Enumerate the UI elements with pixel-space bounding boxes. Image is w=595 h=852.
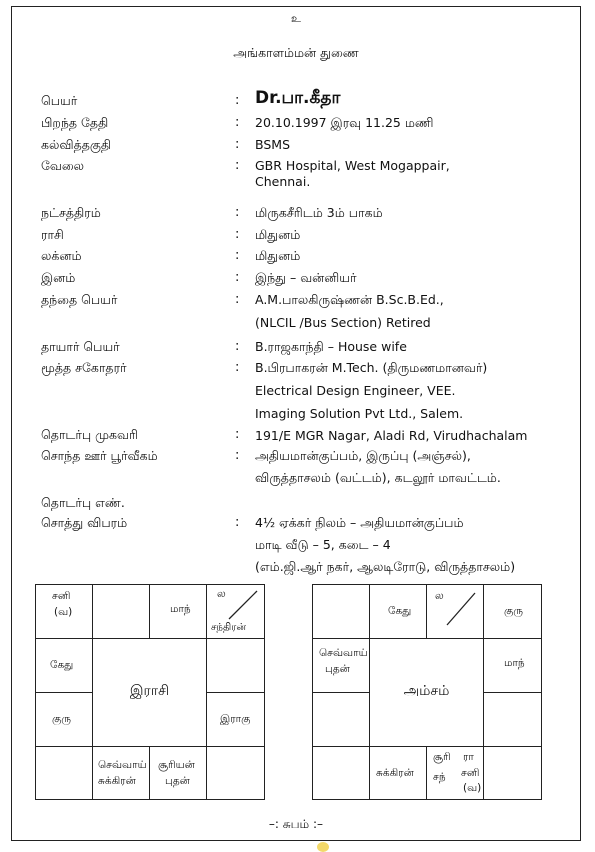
label-mother: தாயார் பெயர் <box>41 339 120 354</box>
rasi-cell <box>35 584 93 639</box>
label-rasi: ராசி <box>41 227 64 242</box>
colon: : <box>235 137 240 152</box>
label-education: கல்வித்தகுதி <box>41 137 112 152</box>
value-property-line2: மாடி வீடு – 5, கடை – 4 <box>255 537 391 552</box>
amsam-cell <box>312 746 370 800</box>
value-job-line2: Chennai. <box>255 174 311 189</box>
value-name: Dr.பா.கீதா <box>255 88 341 108</box>
planet-label: மாந் <box>170 603 191 615</box>
planet-label: குரு <box>52 713 72 725</box>
amsam-cell <box>483 692 542 747</box>
colon: : <box>235 339 240 354</box>
label-native: சொந்த ஊர் பூர்வீகம் <box>41 448 158 463</box>
rasi-cell <box>92 746 150 800</box>
colon: : <box>235 515 240 530</box>
rasi-title: இராசி <box>129 683 170 699</box>
header-symbol: உ <box>291 12 301 25</box>
planet-label: சூரியன் <box>158 759 195 771</box>
planet-label: புதன் <box>325 663 350 675</box>
value-lagnam: மிதுனம் <box>255 248 301 263</box>
colon: : <box>235 93 240 108</box>
colon: : <box>235 270 240 285</box>
lagna-mark: ல <box>435 590 444 602</box>
amsam-title: அம்சம் <box>403 683 450 699</box>
planet-label: சந் <box>433 771 446 783</box>
colon: : <box>235 115 240 130</box>
planet-label: கேது <box>50 659 74 671</box>
value-brother-line3: Imaging Solution Pvt Ltd., Salem. <box>255 406 464 421</box>
label-father: தந்தை பெயர் <box>41 292 118 307</box>
planet-label: செவ்வாய் <box>98 759 147 771</box>
amsam-cell <box>312 584 370 639</box>
rasi-cell <box>35 692 93 747</box>
colon: : <box>235 248 240 263</box>
value-father-line1: A.M.பாலகிருஷ்ணன் B.Sc.B.Ed., <box>255 292 444 307</box>
planet-label: செவ்வாய் <box>319 647 368 659</box>
planet-label: இராகு <box>220 713 251 725</box>
value-job-line1: GBR Hospital, West Mogappair, <box>255 158 450 173</box>
amsam-cell <box>369 746 427 800</box>
colon: : <box>235 448 240 463</box>
value-star: மிருகசீரிடம் 3ம் பாகம் <box>255 205 383 220</box>
rasi-cell <box>206 746 265 800</box>
value-mother: B.ராஜகாந்தி – House wife <box>255 339 407 354</box>
planet-label: மாந் <box>504 657 525 669</box>
rasi-cell <box>206 692 265 747</box>
amsam-lagna-cell <box>426 584 484 639</box>
value-dob: 20.10.1997 இரவு 11.25 மணி <box>255 115 434 130</box>
ink-mark <box>317 842 329 852</box>
colon: : <box>235 227 240 242</box>
amsam-cell <box>483 638 542 693</box>
label-lagnam: லக்னம் <box>41 248 82 263</box>
rasi-cell <box>206 638 265 693</box>
value-native-line1: அதியமான்குப்பம், இருப்பு (அஞ்சல்), <box>255 448 471 463</box>
label-elder-brother: மூத்த சகோதரர் <box>41 360 127 375</box>
amsam-cell <box>483 584 542 639</box>
planet-label: குரு <box>504 605 524 617</box>
rasi-center <box>92 638 207 747</box>
rasi-cell <box>149 584 207 639</box>
amsam-cell <box>312 638 370 693</box>
label-star: நட்சத்திரம் <box>41 205 101 220</box>
amsam-cell <box>483 746 542 800</box>
amsam-cell <box>312 692 370 747</box>
amsam-cell <box>369 584 427 639</box>
colon: : <box>235 360 240 375</box>
planet-label: சனி <box>461 767 480 779</box>
colon: : <box>235 205 240 220</box>
planet-label: சுக்கிரன் <box>376 767 414 779</box>
label-dob: பிறந்த தேதி <box>41 115 109 130</box>
value-native-line2: விருத்தாசலம் (வட்டம்), கடலூர் மாவட்டம். <box>255 470 501 485</box>
planet-label: சந்திரன் <box>211 622 247 633</box>
planet-label: (வ) <box>54 606 73 618</box>
label-property: சொத்து விபரம் <box>41 515 128 530</box>
planet-label: புதன் <box>165 775 190 787</box>
label-address: தொடர்பு முகவரி <box>41 427 138 442</box>
rasi-cell <box>149 746 207 800</box>
lagna-slash-icon <box>427 585 483 638</box>
label-contact-number: தொடர்பு எண். <box>41 495 125 510</box>
colon: : <box>235 427 240 442</box>
colon: : <box>235 292 240 307</box>
planet-label: கேது <box>388 605 412 617</box>
planet-label: (வ) <box>463 782 482 794</box>
value-property-line1: 4½ ஏக்கர் நிலம் – அதியமான்குப்பம் <box>255 515 464 530</box>
value-education: BSMS <box>255 137 291 152</box>
label-community: இனம் <box>41 270 76 285</box>
amsam-chart <box>312 584 542 800</box>
planet-label: ரா <box>463 751 474 763</box>
label-name: பெயர் <box>41 93 78 108</box>
label-job: வேலை <box>41 158 85 173</box>
horoscope-document <box>11 6 581 841</box>
footer-blessing: –: சுபம் :– <box>268 817 324 831</box>
amsam-cell <box>426 746 484 800</box>
amsam-center <box>369 638 484 747</box>
planet-label: சூரி <box>433 751 451 763</box>
value-brother-line1: B.பிரபாகரன் M.Tech. (திருமணமானவர்) <box>255 360 488 375</box>
lagna-mark: ல <box>217 588 226 600</box>
value-community: இந்து – வன்னியர் <box>255 270 357 285</box>
rasi-cell <box>35 638 93 693</box>
colon: : <box>235 158 240 173</box>
value-property-line3: (எம்.ஜி.ஆர் நகர், ஆலடிரோடு, விருத்தாசலம்) <box>255 559 516 574</box>
rasi-chart <box>35 584 265 800</box>
planet-label: சுக்கிரன் <box>98 775 136 787</box>
value-father-line2: (NLCIL /Bus Section) Retired <box>255 315 431 330</box>
value-brother-line2: Electrical Design Engineer, VEE. <box>255 383 456 398</box>
planet-label: சனி <box>52 590 71 602</box>
value-address: 191/E MGR Nagar, Aladi Rd, Virudhachalam <box>255 428 528 443</box>
rasi-cell <box>92 584 150 639</box>
header-deity: அங்காளம்மன் துணை <box>233 45 359 60</box>
value-rasi: மிதுனம் <box>255 227 301 242</box>
rasi-lagna-cell <box>206 584 265 639</box>
rasi-cell <box>35 746 93 800</box>
